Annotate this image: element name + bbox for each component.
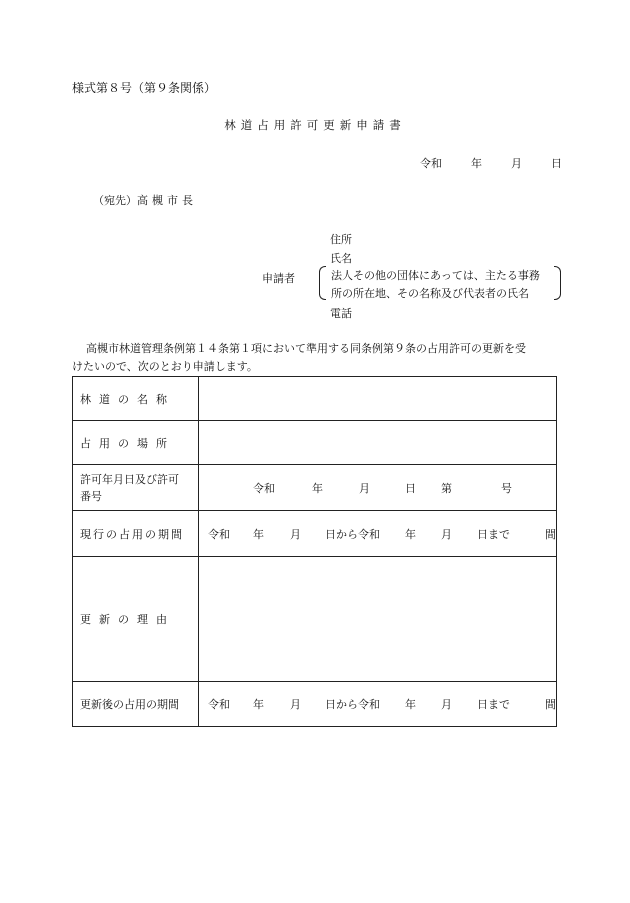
period-until: 日まで xyxy=(477,527,510,541)
applicant-address-label: 住所 xyxy=(330,233,352,246)
new-period-label: 更新後の占用の期間 xyxy=(73,682,199,727)
permit-label xyxy=(73,465,199,511)
date-year: 年 xyxy=(471,157,482,170)
permit-go: 号 xyxy=(501,481,512,495)
application-table xyxy=(72,376,557,727)
table-row xyxy=(73,511,557,557)
table-row xyxy=(73,421,557,465)
period-month-to: 月 xyxy=(441,527,452,541)
date-day: 日 xyxy=(551,157,562,170)
new-period-cell[interactable] xyxy=(199,682,557,727)
period-era: 令和 xyxy=(208,698,230,711)
permit-year: 年 xyxy=(312,481,323,495)
form-number: 様式第８号（第９条関係） xyxy=(72,81,217,95)
table-row xyxy=(73,557,557,682)
permit-label-line2: 番号 xyxy=(80,489,102,503)
period-month-to: 月 xyxy=(441,698,452,711)
addressee-prefix: （宛先） xyxy=(93,194,137,207)
addressee xyxy=(93,192,197,208)
road-name-label: 林道の名称 xyxy=(73,377,199,421)
date-era: 令和 xyxy=(420,157,442,170)
period-duration: 間 xyxy=(545,527,556,541)
corporate-note xyxy=(319,264,561,300)
applicant-name-label: 氏名 xyxy=(330,252,352,265)
corporate-note-line1: 法人その他の団体にあっては、主たる事務 xyxy=(331,269,540,282)
place-cell[interactable] xyxy=(199,421,557,465)
period-from: 日から令和 xyxy=(325,698,380,711)
road-name-cell[interactable] xyxy=(199,377,557,421)
date-line xyxy=(420,155,562,171)
corporate-note-line2: 所の所在地、その名称及び代表者の氏名 xyxy=(331,287,529,300)
permit-month: 月 xyxy=(359,481,370,495)
permit-cell[interactable] xyxy=(199,465,557,511)
table-row xyxy=(73,465,557,511)
period-from: 日から令和 xyxy=(325,527,380,541)
period-year-from: 年 xyxy=(253,698,264,711)
reason-label: 更新の理由 xyxy=(73,557,199,682)
period-year-from: 年 xyxy=(253,527,264,541)
addressee-name: 高槻市長 xyxy=(137,194,197,207)
applicant-phone-label: 電話 xyxy=(330,307,352,320)
permit-day: 日 xyxy=(405,481,416,495)
document-title: 林道占用許可更新申請書 xyxy=(224,118,406,132)
period-until: 日まで xyxy=(477,698,510,711)
intro-line1: 高槻市林道管理条例第１４条第１項において準用する同条例第９条の占用許可の更新を受 xyxy=(86,342,526,355)
current-period-cell[interactable] xyxy=(199,511,557,557)
period-month-from: 月 xyxy=(290,527,301,541)
period-year-to: 年 xyxy=(405,698,416,711)
right-bracket xyxy=(554,266,561,300)
reason-cell[interactable] xyxy=(199,557,557,682)
intro-paragraph xyxy=(72,340,558,376)
table-row xyxy=(73,682,557,727)
intro-line2: けたいので、次のとおり申請します。 xyxy=(72,360,258,373)
applicant-label: 申請者 xyxy=(262,272,295,285)
period-month-from: 月 xyxy=(290,698,301,711)
permit-label-line1: 許可年月日及び許可 xyxy=(80,472,179,486)
period-duration: 間 xyxy=(545,698,556,711)
left-bracket xyxy=(319,266,326,300)
permit-dai: 第 xyxy=(441,481,452,495)
current-period-label: 現行の占用の期間 xyxy=(73,511,199,557)
permit-era: 令和 xyxy=(253,481,275,495)
period-year-to: 年 xyxy=(405,527,416,541)
period-era: 令和 xyxy=(208,527,230,541)
place-label: 占用の場所 xyxy=(73,421,199,465)
table-row xyxy=(73,377,557,421)
date-month: 月 xyxy=(511,157,522,170)
